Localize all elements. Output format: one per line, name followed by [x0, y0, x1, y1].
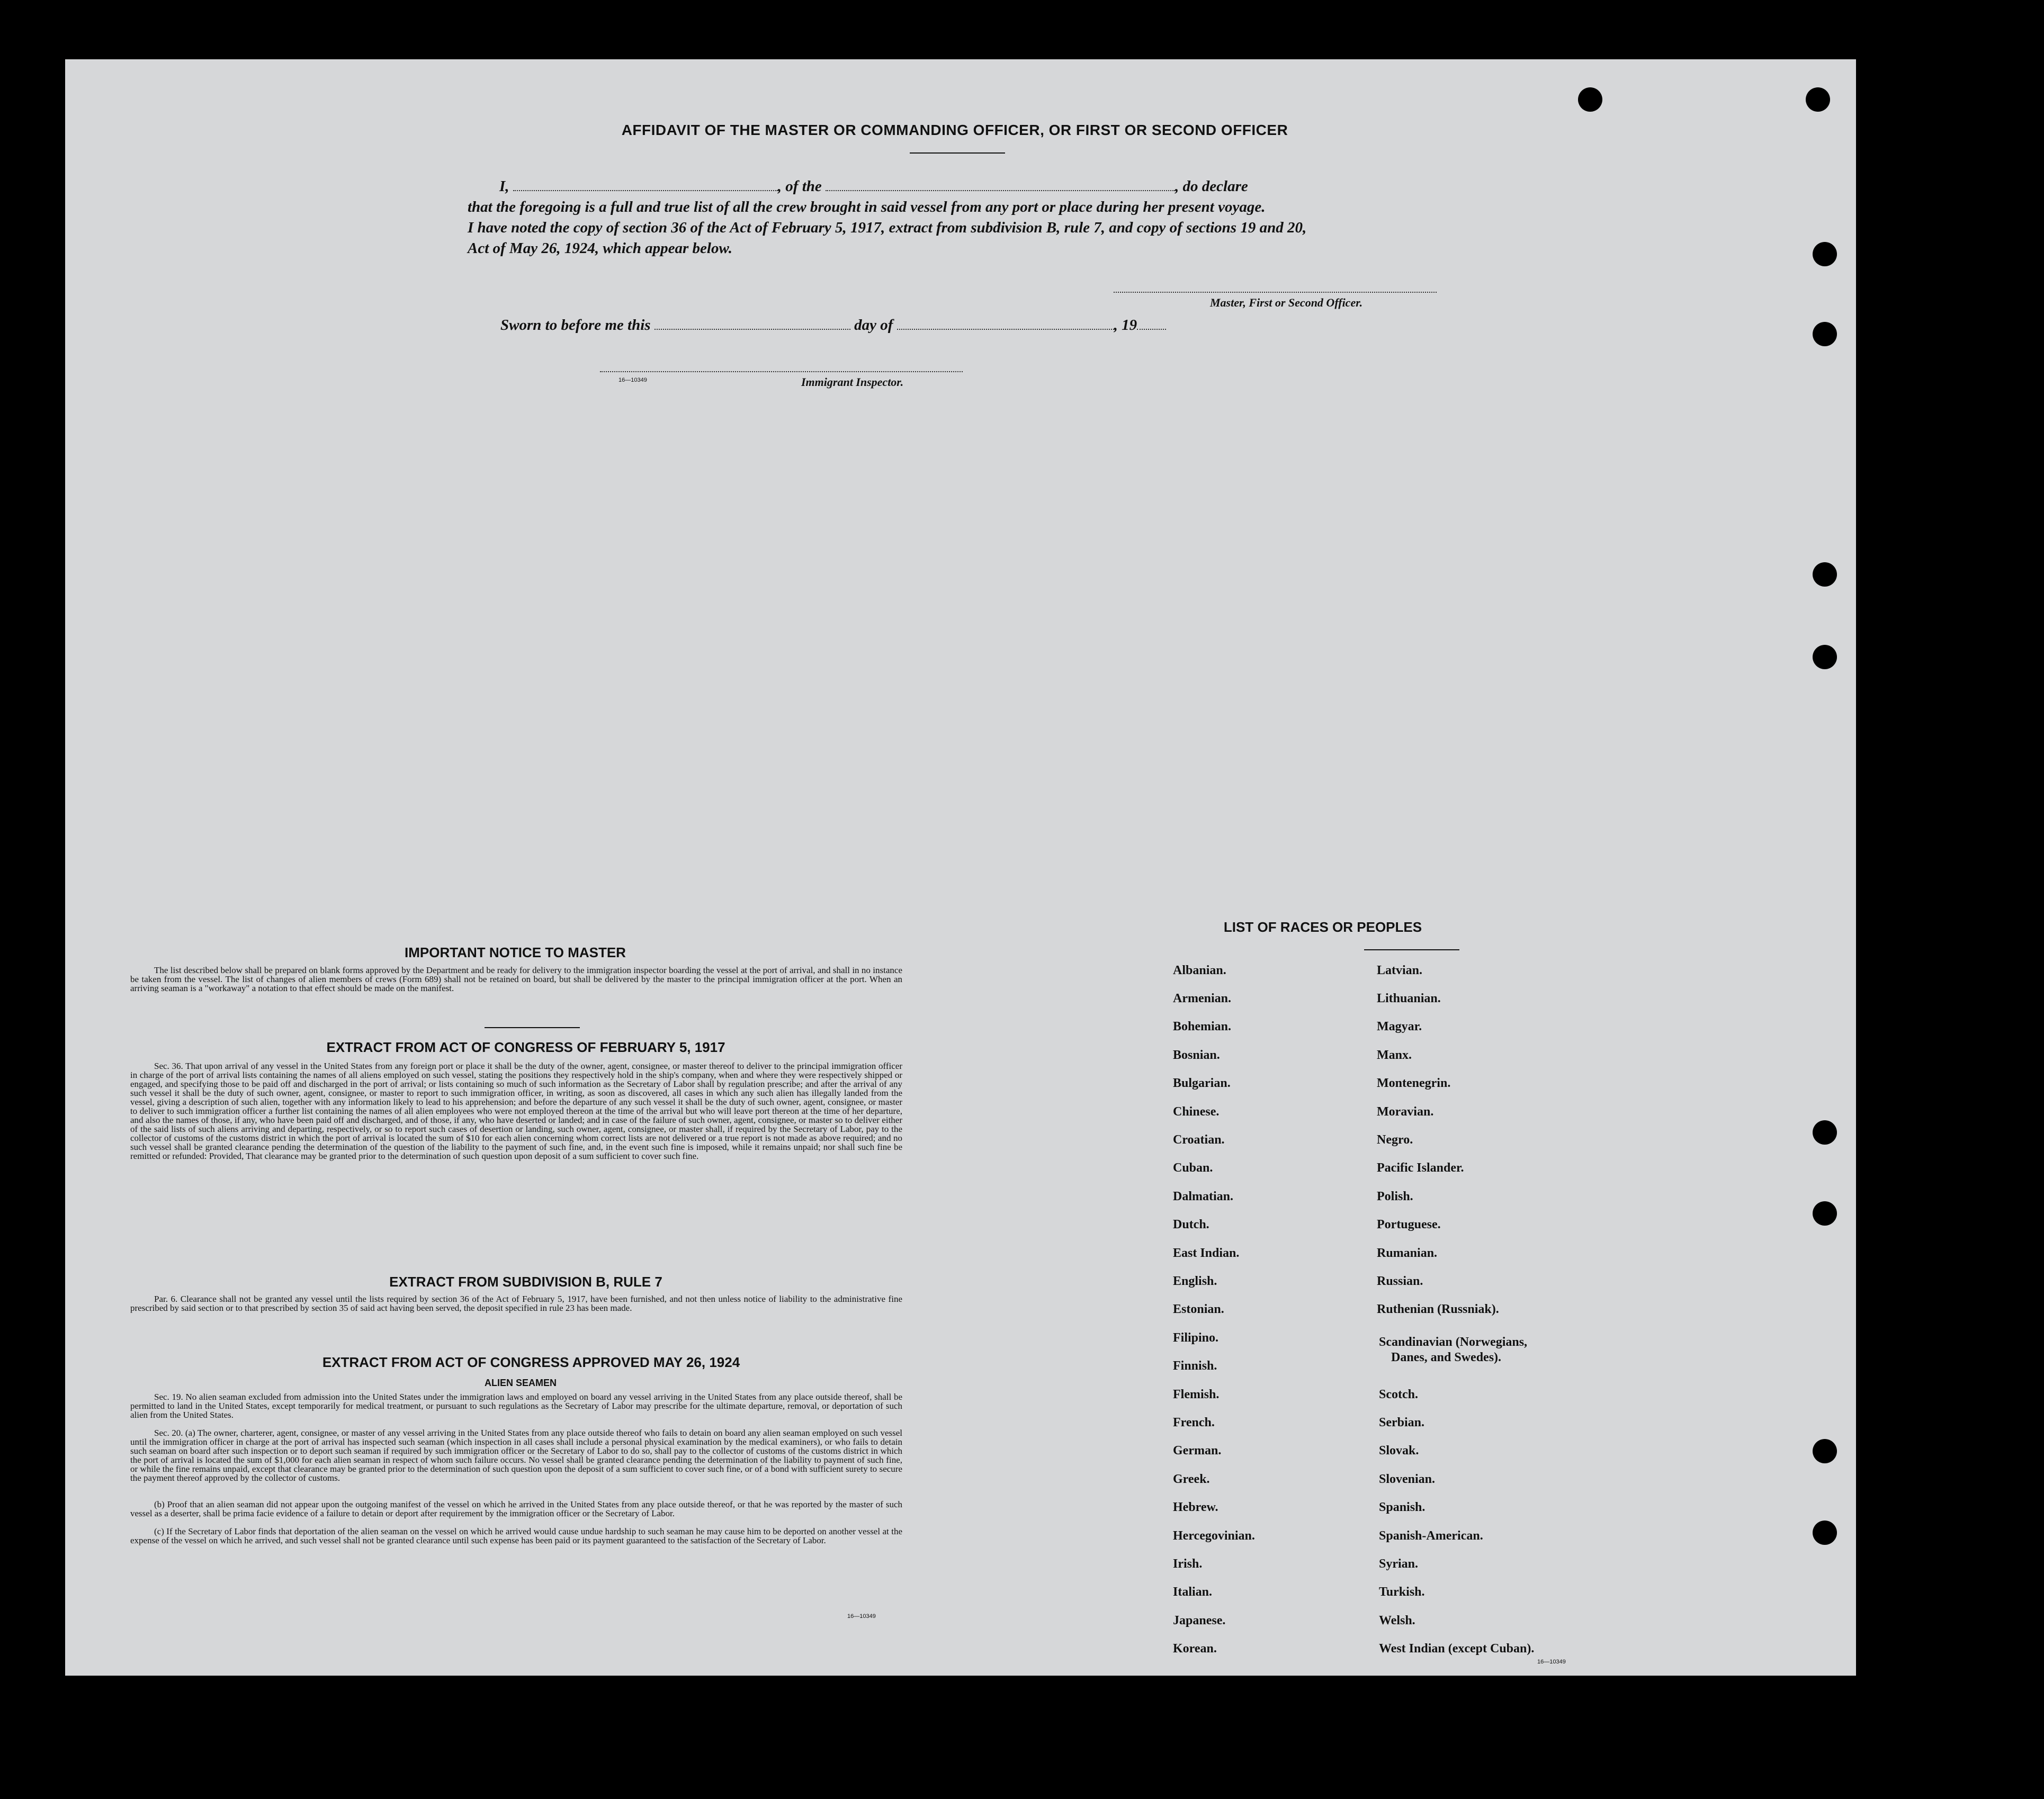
race-item: Latvian. [1377, 964, 1423, 977]
race-item: Estonian. [1173, 1302, 1224, 1316]
affidavit-declare: , do declare [1175, 178, 1248, 195]
vessel-blank [826, 188, 1175, 191]
master-signature-line [1114, 290, 1437, 293]
rule7-text: Par. 6. Clearance shall not be granted any vessel until the lists required by section 36 of the Act of February 5, 1917, have been furnished, and not then unless notice of liability to the administrative fine prescribed by said section or to that prescribed by section 35 of said act having been served, the deposit specified in rule 23 has been made. [130, 1294, 902, 1313]
race-item: English. [1173, 1274, 1217, 1288]
name-blank [513, 188, 778, 191]
affidavit-line-3: I have noted the copy of section 36 of the Act of February 5, 1917, extract from subdivision B, rule 7, and copy of sections 19 and 20, [468, 219, 1307, 236]
punch-hole [1813, 242, 1837, 266]
race-item: French. [1173, 1416, 1215, 1429]
race-item: Croatian. [1173, 1133, 1225, 1147]
race-item: Moravian. [1377, 1105, 1434, 1119]
race-item: Filipino. [1173, 1331, 1219, 1345]
act-1917-title: EXTRACT FROM ACT OF CONGRESS OF FEBRUARY 5, 1917 [326, 1039, 725, 1055]
race-item: Pacific Islander. [1377, 1161, 1464, 1175]
race-item: Flemish. [1173, 1388, 1220, 1401]
sworn-text: Sworn to before me this [500, 317, 651, 334]
race-item: Russian. [1377, 1274, 1423, 1288]
form-number: 16—10349 [618, 377, 647, 383]
race-item: Greek. [1173, 1472, 1210, 1486]
race-item: Cuban. [1173, 1161, 1213, 1175]
race-item: Welsh. [1379, 1614, 1415, 1627]
race-item: Chinese. [1173, 1105, 1220, 1119]
race-item: Rumanian. [1377, 1246, 1438, 1260]
form-number: 16—10349 [1537, 1659, 1566, 1665]
race-item: Hebrew. [1173, 1500, 1218, 1514]
punch-hole [1813, 1201, 1837, 1226]
master-caption: Master, First or Second Officer. [1210, 296, 1363, 309]
race-item: Hercegovinian. [1173, 1529, 1255, 1543]
title-rule [910, 152, 1005, 154]
affidavit-line-1 [499, 178, 1248, 195]
race-item: German. [1173, 1444, 1222, 1458]
act-1924-title: EXTRACT FROM ACT OF CONGRESS APPROVED MAY 26, 1924 [322, 1354, 740, 1370]
race-item: Portuguese. [1377, 1218, 1441, 1231]
rule7-title: EXTRACT FROM SUBDIVISION B, RULE 7 [389, 1274, 662, 1290]
race-item: Italian. [1173, 1585, 1213, 1599]
punch-hole [1813, 1521, 1837, 1545]
sec19-text: Sec. 19. No alien seaman excluded from admission into the United States under the immigration laws and employed on board any vessel arriving in the United States from any place outside thereof, shall be permitted to land in the United States, except temporarily for medical treatment, or pursuant to such regulations as the Secretary of Labor may prescribe for the ultimate departure, removal, or deportation of such alien from the United States. [130, 1392, 902, 1420]
race-item: Polish. [1377, 1190, 1413, 1203]
race-item: Danes, and Swedes). [1391, 1351, 1502, 1364]
race-item: Lithuanian. [1377, 992, 1441, 1005]
race-item: West Indian (except Cuban). [1379, 1642, 1535, 1656]
race-item: Magyar. [1377, 1020, 1422, 1033]
races-title: LIST OF RACES OR PEOPLES [1223, 919, 1422, 935]
act-1917-text: Sec. 36. That upon arrival of any vessel in the United States from any foreign port or place it shall be the duty of the owner, agent, consignee, or master thereof to deliver to the principal immigration officer in charge of the port of arrival lists containing the names of all aliens employed on such vessel, stating the positions they respectively hold in the ship's company, when and where they were respectively shipped or engaged, and specifying those to be paid off and discharged in the port of arrival; or lists containing so much of such information as the Secretary of Labor shall by regulation prescribe; and after the arrival of any such vessel it shall be the duty of such owner, agent, consignee, or master to report to such immigration officer, in writing, as soon as discovered, all cases in which any such alien has illegally landed from the vessel, giving a description of such alien, together with any information likely to lead to his apprehension; and before the departure of any such vessel it shall be the duty of such owner, agent, consignee, or master to deliver to such immigration officer a further list containing the names of all alien employees who were not employed thereon at the time of the arrival but who will leave port thereon at the time of her departure, and also the names of those, if any, who have been paid off and discharged, and of those, if any, who have deserted or landed; and in case of the failure of such owner, agent, consignee, or master so to deliver either of the said lists of such aliens arriving and departing, respectively, or so to report such cases of desertion or landing, such owner, agent, consignee, or master shall, if required by the Secretary of Labor, pay to the collector of customs of the customs district in which the port of arrival is located the sum of $10 for each alien concerning whom correct lists are not delivered or a true report is not made as above required; and no such vessel shall be granted clearance pending the determination of the question of the liability to the payment of such fine, and, in the event such fine is imposed, while it remains unpaid; nor shall such fine be remitted or refunded: Provided, That clearance may be granted prior to the determination of such question upon deposit of a sum sufficient to cover such fine. [130, 1061, 902, 1161]
race-item: Spanish. [1379, 1500, 1426, 1514]
punch-hole [1813, 1120, 1837, 1145]
race-item: Slovenian. [1379, 1472, 1436, 1486]
punch-hole [1813, 322, 1837, 346]
race-item: Korean. [1173, 1642, 1217, 1656]
punch-hole [1806, 87, 1830, 112]
race-item: Serbian. [1379, 1416, 1425, 1429]
race-item: Negro. [1377, 1133, 1413, 1147]
affidavit-line-4: Act of May 26, 1924, which appear below. [468, 240, 732, 257]
month-blank [897, 327, 1114, 330]
race-item: Syrian. [1379, 1557, 1419, 1571]
race-item: East Indian. [1173, 1246, 1240, 1260]
year-blank [1137, 327, 1166, 330]
punch-hole [1813, 562, 1837, 587]
affidavit-of-the: , of the [777, 178, 822, 195]
race-item: Spanish-American. [1379, 1529, 1483, 1543]
race-item: Finnish. [1173, 1359, 1217, 1373]
punch-hole [1813, 645, 1837, 669]
sworn-day-blank [655, 327, 850, 330]
punch-hole [1578, 87, 1602, 112]
race-item: Armenian. [1173, 992, 1231, 1005]
affidavit-title: AFFIDAVIT OF THE MASTER OR COMMANDING OFFICER, OR FIRST OR SECOND OFFICER [621, 122, 1288, 138]
sworn-line [500, 317, 1166, 334]
race-item: Turkish. [1379, 1585, 1425, 1599]
form-number: 16—10349 [847, 1613, 876, 1620]
sec20b-text: (b) Proof that an alien seaman did not appear upon the outgoing manifest of the vessel on which he arrived in the United States from any place outside thereof, or that he was reported by the master of such vessel as a deserter, shall be prima facie evidence of a failure to detain or deport after requirement by the immigration officer or the Secretary of Labor. [130, 1499, 902, 1518]
race-item: Slovak. [1379, 1444, 1419, 1458]
race-item: Irish. [1173, 1557, 1203, 1571]
race-item: Albanian. [1173, 964, 1226, 977]
race-item: Dutch. [1173, 1218, 1209, 1231]
race-item: Scotch. [1379, 1388, 1418, 1401]
race-item: Scandinavian (Norwegians, [1379, 1335, 1528, 1349]
race-item: Ruthenian (Russniak). [1377, 1302, 1499, 1316]
alien-seamen-subtitle: ALIEN SEAMEN [484, 1378, 557, 1388]
race-item: Bohemian. [1173, 1020, 1232, 1033]
race-item: Montenegrin. [1377, 1076, 1451, 1090]
punch-hole [1813, 1439, 1837, 1463]
notice-text: The list described below shall be prepared on blank forms approved by the Department and be ready for delivery to the immigration inspector boarding the vessel at the port of arrival, and shall in no instance be taken from the vessel. The list of changes of alien members of crews (Form 689) shall not be retained on board, but shall be delivered by the master to the principal immigration officer at the port. When an arriving seaman is a "workaway" a notation to that effect should be made on the manifest. [130, 965, 902, 993]
race-item: Manx. [1377, 1048, 1412, 1062]
notice-title: IMPORTANT NOTICE TO MASTER [405, 945, 626, 960]
race-item: Bulgarian. [1173, 1076, 1231, 1090]
race-item: Dalmatian. [1173, 1190, 1233, 1203]
affidavit-i: I, [499, 178, 509, 195]
inspector-signature-line [600, 369, 963, 372]
races-rule [1364, 949, 1459, 950]
inspector-caption: Immigrant Inspector. [801, 375, 904, 389]
year-text: , 19 [1114, 317, 1137, 334]
form-page [65, 59, 1856, 1676]
race-item: Japanese. [1173, 1614, 1226, 1627]
notice-rule [485, 1027, 580, 1028]
sec20a-text: Sec. 20. (a) The owner, charterer, agent, consignee, or master of any vessel arriving in the United States from any place outside thereof who fails to detain on board any alien seaman employed on such vessel until the immigration officer in charge at the port of arrival has inspected such seaman (which inspection in all cases shall include a personal physical examination by the medical examiners), or who fails to detain such seaman on board after such inspection or to deport such seaman if required by such immigration officer or the Secretary of Labor to do so, shall pay to the collector of customs of the customs district in which the port of arrival is located the sum of $1,000 for each alien seaman in respect of whom such failure occurs. No vessel shall be granted clearance pending the determination of the liability to payment of such fine, or while the fine remains unpaid, except that clearance may be granted prior to the determination of such question upon the deposit of a sum sufficient to cover such fine, or of a bond with sufficient surety to secure the payment thereof approved by the collector of customs. [130, 1428, 902, 1483]
affidavit-line-2: that the foregoing is a full and true list of all the crew brought in said vessel from any port or place during her present voyage. [468, 199, 1266, 215]
sec20c-text: (c) If the Secretary of Labor finds that deportation of the alien seaman on the vessel on which he arrived would cause undue hardship to such seaman he may cause him to be deported on another vessel at the expense of the vessel on which he arrived, and such vessel shall not be granted clearance until such expense has been paid or its payment guaranteed to the satisfaction of the Secretary of Labor. [130, 1526, 902, 1545]
day-of-text: day of [854, 317, 893, 334]
race-item: Bosnian. [1173, 1048, 1220, 1062]
